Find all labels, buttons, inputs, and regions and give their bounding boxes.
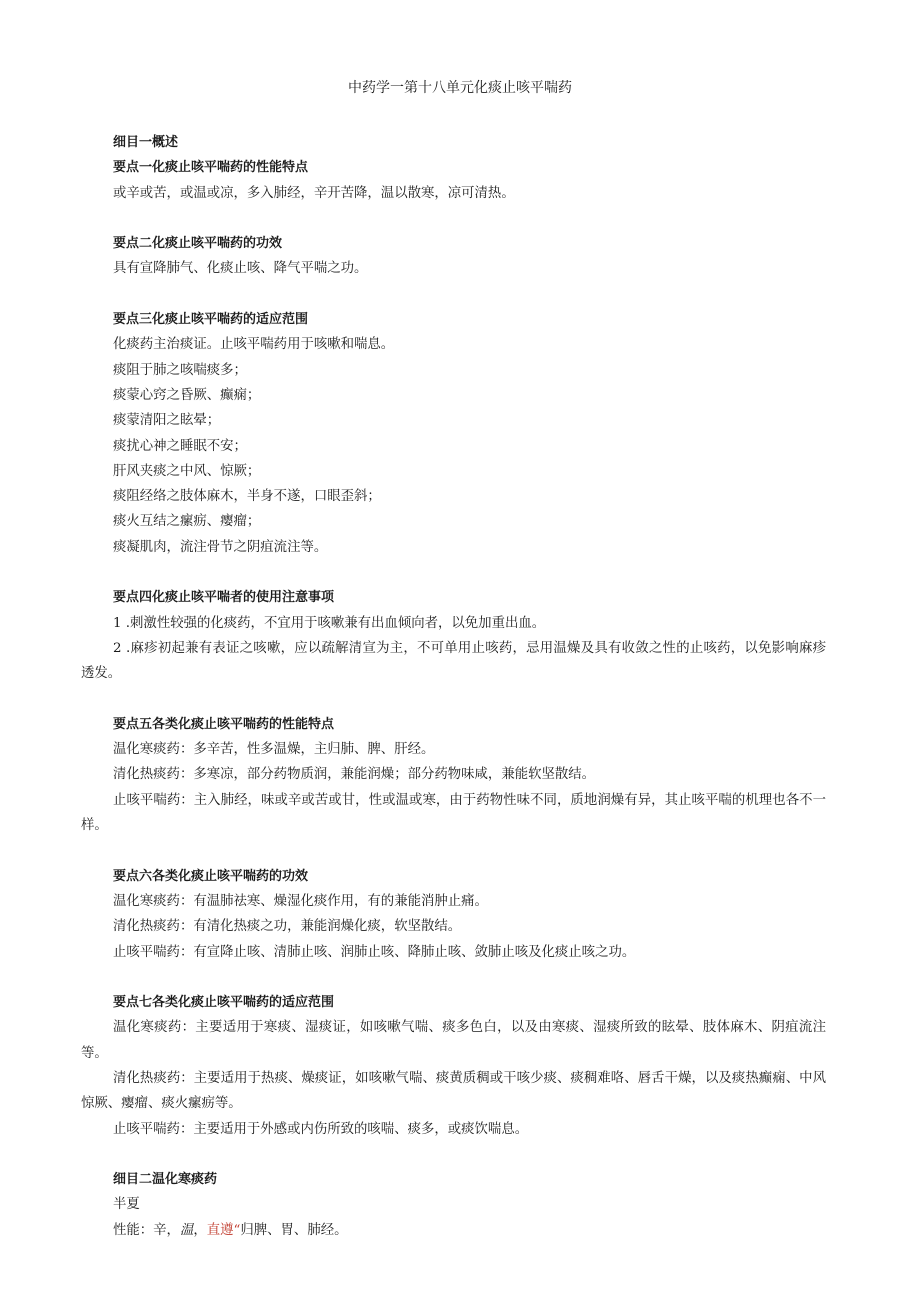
point-heading: 要点三化痰止咳平喘药的适应范围 [113,312,309,328]
paragraph: 清化热痰药：多寒凉，部分药物质润，兼能润燥；部分药物味咸，兼能软坚散结。 [113,767,596,783]
list-item: 痰凝肌肉，流注骨节之阴疽流注等。 [113,539,328,555]
properties-text: 性能：辛， [113,1222,180,1238]
paragraph: 温化寒痰药：主要适用于寒痰、湿痰证，如咳嗽气喘、痰多色白，以及由寒痰、湿痰所致的眩晕、肢体麻木、阴疽流注等。 [81,1020,826,1061]
herb-properties [81,1218,826,1243]
paragraph: 温化寒痰药：有温肺祛寒、燥湿化痰作用，有的兼能消肿止痛。 [113,893,488,909]
point-heading: 要点一化痰止咳平喘药的性能特点 [113,160,309,176]
section-heading: 细目一概述 [113,135,179,150]
document-body [81,130,826,1243]
numbered-item: 1 .刺激性较强的化痰药，不宜用于咳嗽兼有出血倾向者，以免加重出血。 [113,615,546,631]
paragraph: 清化热痰药：有清化热痰之功，兼能润燥化痰，软坚散结。 [113,919,462,935]
point-heading: 要点六各类化痰止咳平喘药的功效 [113,868,309,884]
list-item: 化痰药主治痰证。止咳平喘药用于咳嗽和喘息。 [113,337,395,353]
herb-name: 半夏 [113,1197,140,1213]
paragraph: 具有宣降肺气、化痰止咳、降气平喘之功。 [113,261,368,277]
list-item: 痰蒙心窍之昏厥、癫痫； [113,387,261,403]
numbered-item: 2 .麻疹初起兼有表证之咳嗽，应以疏解清宣为主，不可单用止咳药，忌用温燥及具有收敛之性的止咳药，以免影响麻疹透发。 [81,640,826,682]
section-heading: 细目二温化寒痰药 [113,1172,218,1188]
paragraph: 止咳平喘药：主入肺经，味或辛或苦或甘，性或温或寒，由于药物性味不同，质地润燥有异，其止咳平喘的机理也各不一样。 [81,792,826,834]
list-item: 痰阻经络之肢体麻木，半身不遂，口眼歪斜； [113,489,381,505]
properties-text: ， [193,1222,207,1238]
properties-text: 温 [179,1222,194,1238]
point-heading: 要点五各类化痰止咳平喘药的性能特点 [113,716,335,732]
list-item: 肝风夹痰之中风、惊厥； [113,463,261,479]
paragraph: 止咳平喘药：主要适用于外感或内伤所致的咳喘、痰多，或痰饮喘息。 [113,1121,529,1137]
properties-text: 归脾、胃、肺经。 [240,1222,348,1238]
paragraph: 止咳平喘药：有宣降止咳、清肺止咳、润肺止咳、降肺止咳、敛肺止咳及化痰止咳之功。 [113,944,636,960]
document-title: 中药学一第十八单元化痰止咳平喘药 [348,80,572,96]
red-annotation: 直遵“ [206,1222,241,1238]
point-heading: 要点二化痰止咳平喘药的功效 [113,236,283,252]
list-item: 痰火互结之瘰疬、瘿瘤； [113,514,261,530]
point-heading: 要点七各类化痰止咳平喘药的适应范围 [113,995,335,1011]
list-item: 痰扰心神之睡眠不安； [113,438,247,454]
paragraph: 温化寒痰药：多辛苦，性多温燥，主归肺、脾、肝经。 [113,742,435,758]
paragraph: 或辛或苦，或温或凉，多入肺经，辛开苦降，温以散寒，凉可清热。 [113,185,515,201]
list-item: 痰蒙清阳之眩晕； [113,413,221,429]
point-heading: 要点四化痰止咳平喘者的使用注意事项 [113,590,335,606]
list-item: 痰阻于肺之咳喘痰多； [113,362,247,378]
paragraph: 清化热痰药：主要适用于热痰、燥痰证，如咳嗽气喘、痰黄质稠或干咳少痰、痰稠难咯、唇舌干燥，以及痰热癫痫、中风惊厥、瘿瘤、痰火瘰疬等。 [81,1070,826,1112]
